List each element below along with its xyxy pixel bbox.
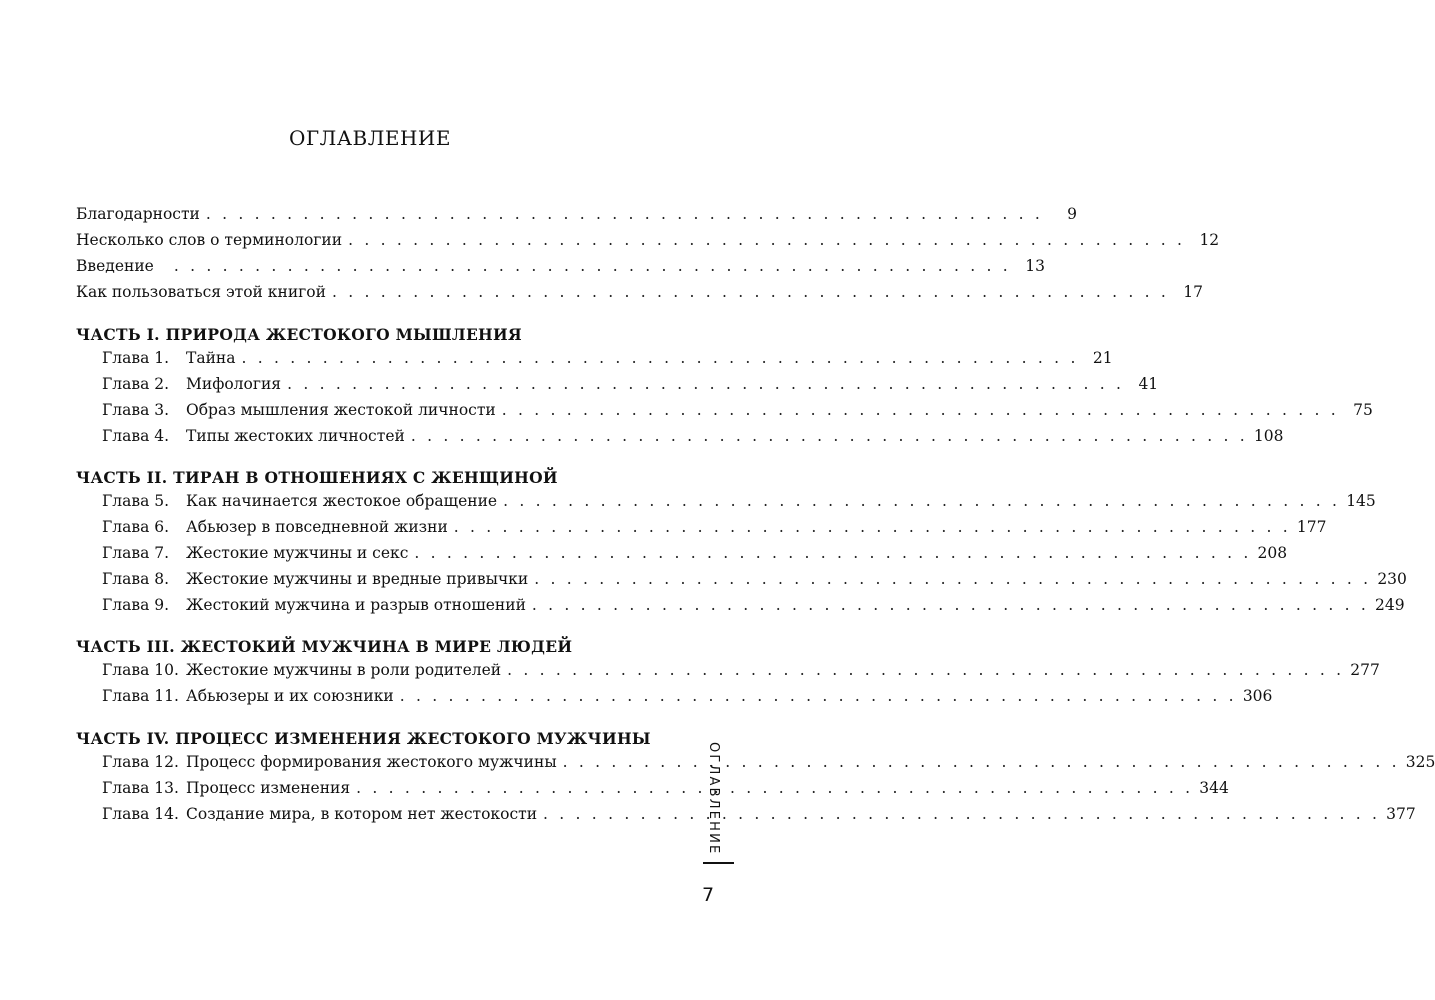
dot-leader: . . . . . . . . . . . . . . . . . . . . . . . . . . . . . . . . . . . . . . . . . . . . . . . . . . . . [503,492,1341,510]
chapter-number: Глава 2. [102,375,170,393]
dot-leader: . . . . . . . . . . . . . . . . . . . . . . . . . . . . . . . . . . . . . . . . . . . . . . . . . . . . [414,544,1252,562]
chapter-page: 208 [1257,544,1288,562]
chapter-page: 249 [1375,596,1405,614]
chapter-entry[interactable] [102,779,1229,803]
toc-entry-terminology[interactable] [76,231,1220,255]
dot-leader: . . . . . . . . . . . . . . . . . . . . . . . . . . . . . . . . . . . . . . . . . . . . . . . . . . . . [356,779,1194,797]
chapter-title: Тайна [186,349,236,367]
divider [703,862,734,864]
dot-leader: . . . . . . . . . . . . . . . . . . . . . . . . . . . . . . . . . . . . . . . . . . . . . . . . . . . . [562,753,1400,771]
page-title: ОГЛАВЛЕНИЕ [289,126,451,150]
chapter-title: Процесс формирования жестокого мужчины [186,753,557,771]
chapter-page: 108 [1253,427,1284,445]
part-title[interactable]: ЧАСТЬ IV. ПРОЦЕСС ИЗМЕНЕНИЯ ЖЕСТОКОГО МУЖЧИНЫ [76,729,651,748]
chapter-number: Глава 5. [102,492,170,510]
chapter-entry[interactable] [102,349,1113,373]
chapter-page: 377 [1386,805,1416,823]
chapter-page: 325 [1405,753,1435,771]
toc-entry-label: Благодарности [76,205,200,223]
dot-leader: . . . . . . . . . . . . . . . . . . . . . . . . . . . . . . . . . . . . . . . . . . . . . . . . . . . . [287,375,1125,393]
chapter-number: Глава 4. [102,427,170,445]
chapter-page: 75 [1353,401,1373,419]
chapter-title: Создание мира, в котором нет жестокости [186,805,538,823]
chapter-page: 21 [1092,349,1113,367]
chapter-entry[interactable] [102,753,1435,777]
toc-entry-page: 9 [1067,205,1077,223]
chapter-entry[interactable] [102,375,1159,399]
chapter-title: Жестокие мужчины в роли родителей [186,661,502,679]
chapter-page: 230 [1377,570,1407,588]
chapter-page: 344 [1199,779,1229,797]
chapter-page: 145 [1346,492,1376,510]
running-head-vertical: ОГЛАВЛЕНИЕ [706,742,721,856]
toc-entry-label: Несколько слов о терминологии [76,231,343,249]
dot-leader: . . . . . . . . . . . . . . . . . . . . . . . . . . . . . . . . . . . . . . . . . . . . . . . . . . . . [399,687,1237,705]
dot-leader: . . . . . . . . . . . . . . . . . . . . . . . . . . . . . . . . . . . . . . . . . . . . . . . . . . . . [534,570,1372,588]
dot-leader: . . . . . . . . . . . . . . . . . . . . . . . . . . . . . . . . . . . . . . . . . . . . . . . . . . . . [241,349,1079,367]
chapter-entry[interactable] [102,427,1284,451]
chapter-entry[interactable] [102,661,1380,685]
toc-entry-label: Как пользоваться этой книгой [76,283,326,301]
chapter-entry[interactable] [102,687,1273,711]
chapter-entry[interactable] [102,805,1416,829]
chapter-title: Типы жестоких личностей [186,427,405,445]
chapter-number: Глава 1. [102,349,170,367]
chapter-title: Процесс изменения [186,779,351,797]
toc-entry-page: 17 [1183,283,1204,301]
dot-leader: . . . . . . . . . . . . . . . . . . . . . . . . . . . . . . . . . . . . . . . . . . . . . . . . . . . . [205,205,1043,223]
chapter-title: Абьюзеры и их союзники [186,687,394,705]
chapter-title: Жестокий мужчина и разрыв отношений [186,596,526,614]
chapter-entry[interactable] [102,570,1407,594]
chapter-entry[interactable] [102,544,1288,568]
toc-entry-page: 12 [1199,231,1220,249]
part-title[interactable]: ЧАСТЬ I. ПРИРОДА ЖЕСТОКОГО МЫШЛЕНИЯ [76,325,522,344]
chapter-entry[interactable] [102,596,1405,620]
chapter-title: Мифология [186,375,282,393]
chapter-title: Абьюзер в повседневной жизни [186,518,448,536]
chapter-title: Жестокие мужчины и секс [186,544,409,562]
toc-entry-label: Введение [76,257,154,275]
chapter-page: 41 [1138,375,1159,393]
dot-leader: . . . . . . . . . . . . . . . . . . . . . . . . . . . . . . . . . . . . . . . . . . . . . . . . . . . . [348,231,1186,249]
dot-leader: . . . . . . . . . . . . . . . . . . . . . . . . . . . . . . . . . . . . . . . . . . . . . . . . . . . . [501,401,1339,419]
chapter-number: Глава 11. [102,687,179,705]
part-title[interactable]: ЧАСТЬ III. ЖЕСТОКИЙ МУЖЧИНА В МИРЕ ЛЮДЕЙ [76,637,573,656]
toc-entry-how-to-use[interactable] [76,283,1204,307]
toc-entry-acknowledgements[interactable] [76,205,1077,229]
dot-leader: . . . . . . . . . . . . . . . . . . . . . . . . . . . . . . . . . . . . . . . . . . . . . . . . . . . . [410,427,1248,445]
chapter-title: Образ мышления жестокой личности [186,401,496,419]
chapter-entry[interactable] [102,401,1373,425]
chapter-number: Глава 10. [102,661,179,679]
chapter-number: Глава 9. [102,596,170,614]
dot-leader: . . . . . . . . . . . . . . . . . . . . . . . . . . . . . . . . . . . . . . . . . . . . . . . . . . . . [173,257,1011,275]
chapter-entry[interactable] [102,518,1327,542]
dot-leader: . . . . . . . . . . . . . . . . . . . . . . . . . . . . . . . . . . . . . . . . . . . . . . . . . . . . [453,518,1291,536]
chapter-page: 177 [1296,518,1327,536]
dot-leader: . . . . . . . . . . . . . . . . . . . . . . . . . . . . . . . . . . . . . . . . . . . . . . . . . . . . [507,661,1345,679]
dot-leader: . . . . . . . . . . . . . . . . . . . . . . . . . . . . . . . . . . . . . . . . . . . . . . . . . . . . [531,596,1369,614]
page-number: 7 [702,884,715,906]
chapter-number: Глава 7. [102,544,170,562]
chapter-page: 277 [1350,661,1380,679]
chapter-page: 306 [1242,687,1273,705]
chapter-number: Глава 12. [102,753,179,771]
chapter-entry[interactable] [102,492,1376,516]
chapter-title: Как начинается жестокое обращение [186,492,498,510]
dot-leader: . . . . . . . . . . . . . . . . . . . . . . . . . . . . . . . . . . . . . . . . . . . . . . . . . . . . [331,283,1170,301]
chapter-number: Глава 6. [102,518,170,536]
chapter-number: Глава 14. [102,805,179,823]
chapter-title: Жестокие мужчины и вредные привычки [186,570,529,588]
chapter-number: Глава 8. [102,570,170,588]
toc-entry-introduction[interactable] [76,257,1045,281]
dot-leader: . . . . . . . . . . . . . . . . . . . . . . . . . . . . . . . . . . . . . . . . . . . . . . . . . . . . [543,805,1381,823]
part-title[interactable]: ЧАСТЬ II. ТИРАН В ОТНОШЕНИЯХ С ЖЕНЩИНОЙ [76,468,558,487]
chapter-number: Глава 13. [102,779,179,797]
toc-entry-page: 13 [1025,257,1045,275]
chapter-number: Глава 3. [102,401,170,419]
